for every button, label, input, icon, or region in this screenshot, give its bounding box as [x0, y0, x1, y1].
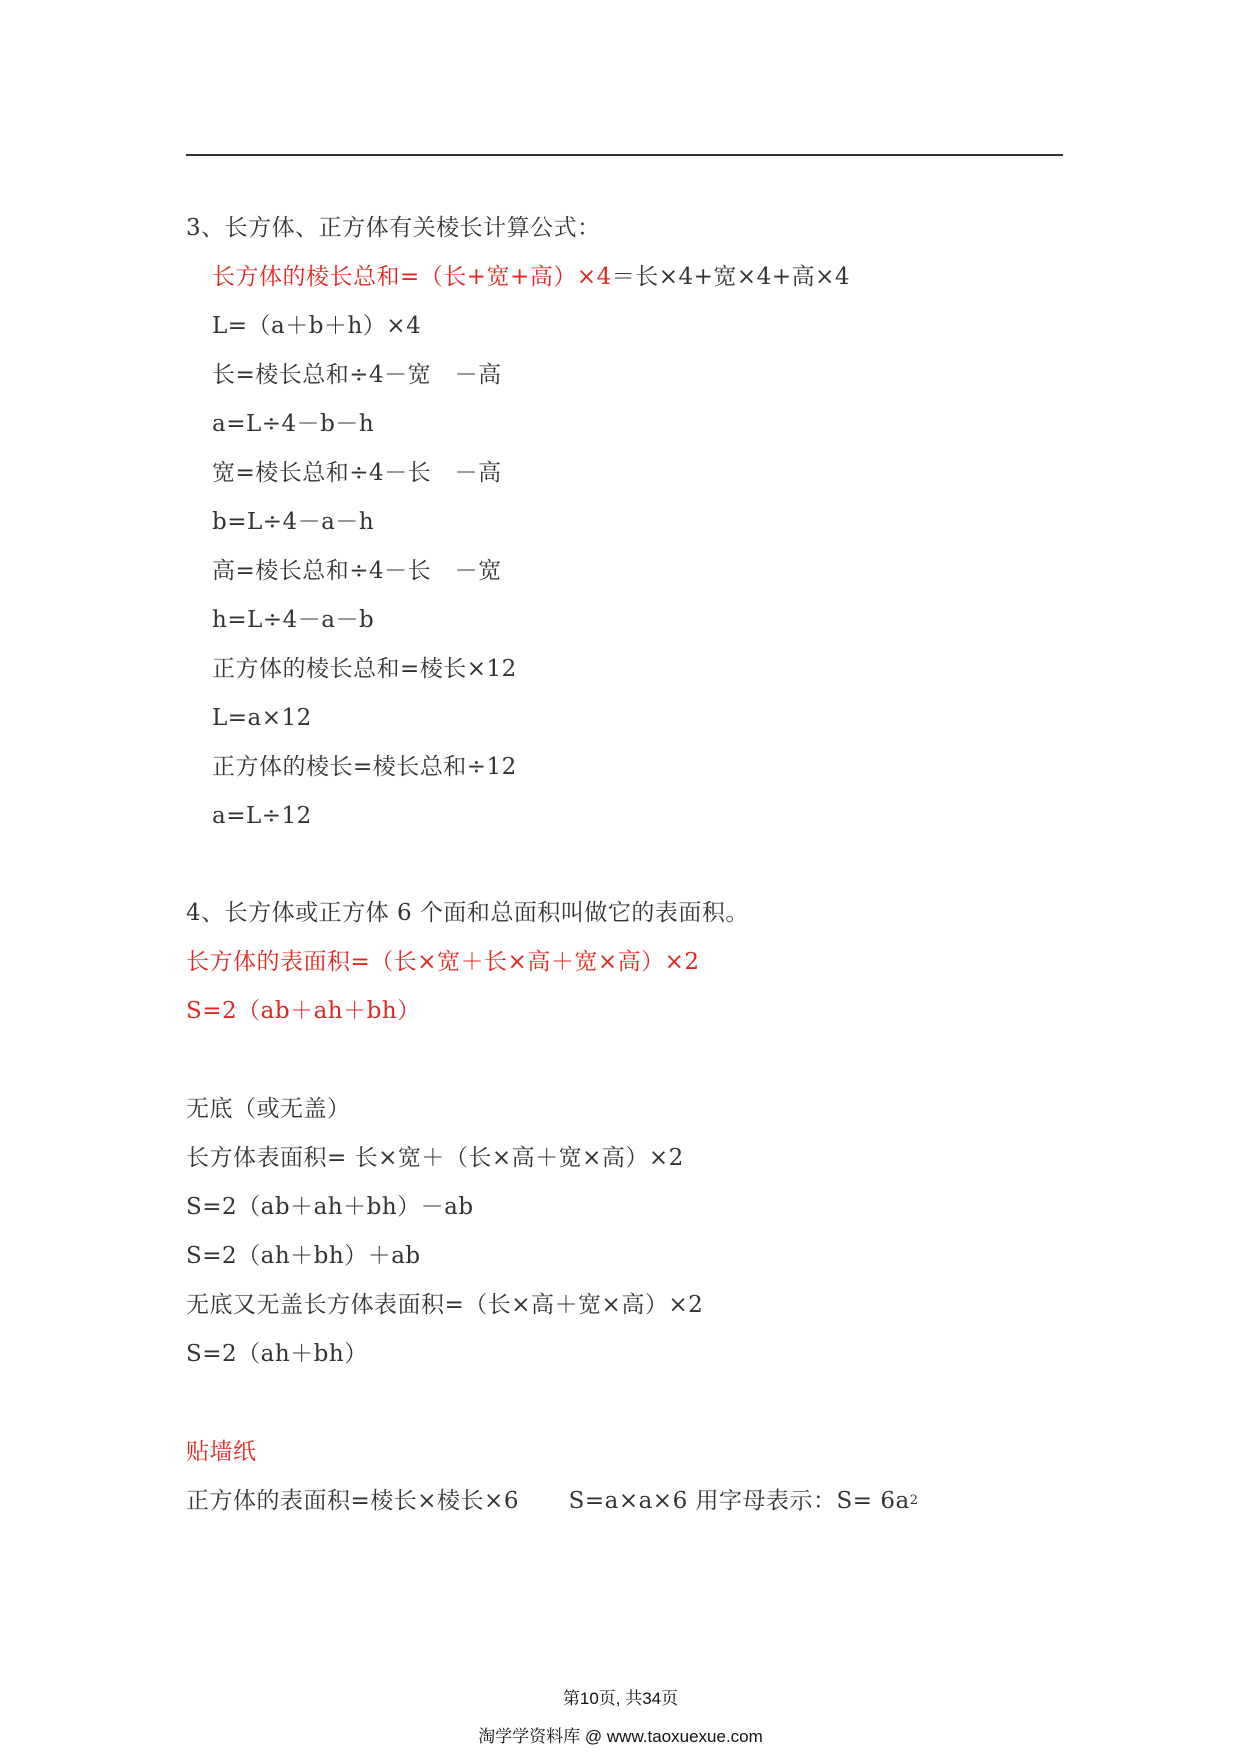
formula-line: S=2（ah＋bh）	[186, 1341, 368, 1367]
cube-surface-area-label: 用字母表示：S= 6a	[695, 1488, 910, 1514]
formula-line: S=2（ab＋ah＋bh）－ab	[186, 1194, 474, 1220]
formula-line: h=L÷4－a－b	[212, 607, 375, 633]
cuboid-edge-sum-formula-tail: ＝长×4+宽×4+高×4	[611, 264, 850, 290]
formula-line: 长方体表面积= 长×宽＋（长×高＋宽×高）×2	[186, 1145, 684, 1171]
formula-line: b=L÷4－a－h	[212, 509, 375, 535]
formula-line: 高=棱长总和÷4－长 －宽	[212, 558, 502, 584]
exponent: 2	[909, 1493, 919, 1508]
formula-line: a=L÷12	[212, 803, 312, 829]
formula-line: 正方体的棱长总和=棱长×12	[212, 656, 517, 682]
cube-surface-area-formula	[186, 1486, 919, 1520]
watermark: 淘学学资料库 @ www.taoxuexue.com	[478, 1727, 763, 1746]
formula-line: L=（a＋b＋h）×4	[212, 313, 422, 339]
cuboid-surface-area-formula: 长方体的表面积=（长×宽＋长×高＋宽×高）×2	[186, 949, 700, 975]
formula-line: L=a×12	[212, 705, 312, 731]
formula-line: 无底又无盖长方体表面积=（长×高＋宽×高）×2	[186, 1292, 704, 1318]
cube-surface-area-letters: S=a×a×6	[568, 1488, 688, 1514]
section3-heading: 3、长方体、正方体有关棱长计算公式：	[186, 215, 601, 241]
formula-line: 宽=棱长总和÷4－长 －高	[212, 460, 502, 486]
section4-heading: 4、长方体或正方体 6 个面和总面积叫做它的表面积。	[186, 900, 749, 926]
no-bottom-title: 无底（或无盖）	[186, 1096, 351, 1122]
formula-line: S=2（ah＋bh）＋ab	[186, 1243, 421, 1269]
formula-line: 长=棱长总和÷4－宽 －高	[212, 362, 502, 388]
cuboid-surface-area-letters: S=2（ab＋ah＋bh）	[186, 998, 421, 1024]
wallpaper-title: 贴墙纸	[186, 1439, 257, 1465]
formula-line: 正方体的棱长=棱长总和÷12	[212, 754, 517, 780]
cuboid-edge-sum-formula	[212, 262, 850, 292]
cube-surface-area-text: 正方体的表面积=棱长×棱长×6	[186, 1488, 519, 1514]
page-number: 第10页, 共34页	[562, 1689, 679, 1708]
cuboid-edge-sum-formula-main: 长方体的棱长总和=（长+宽+高）×4	[212, 264, 612, 290]
formula-line: a=L÷4－b－h	[212, 411, 375, 437]
header-rule	[186, 154, 1063, 156]
